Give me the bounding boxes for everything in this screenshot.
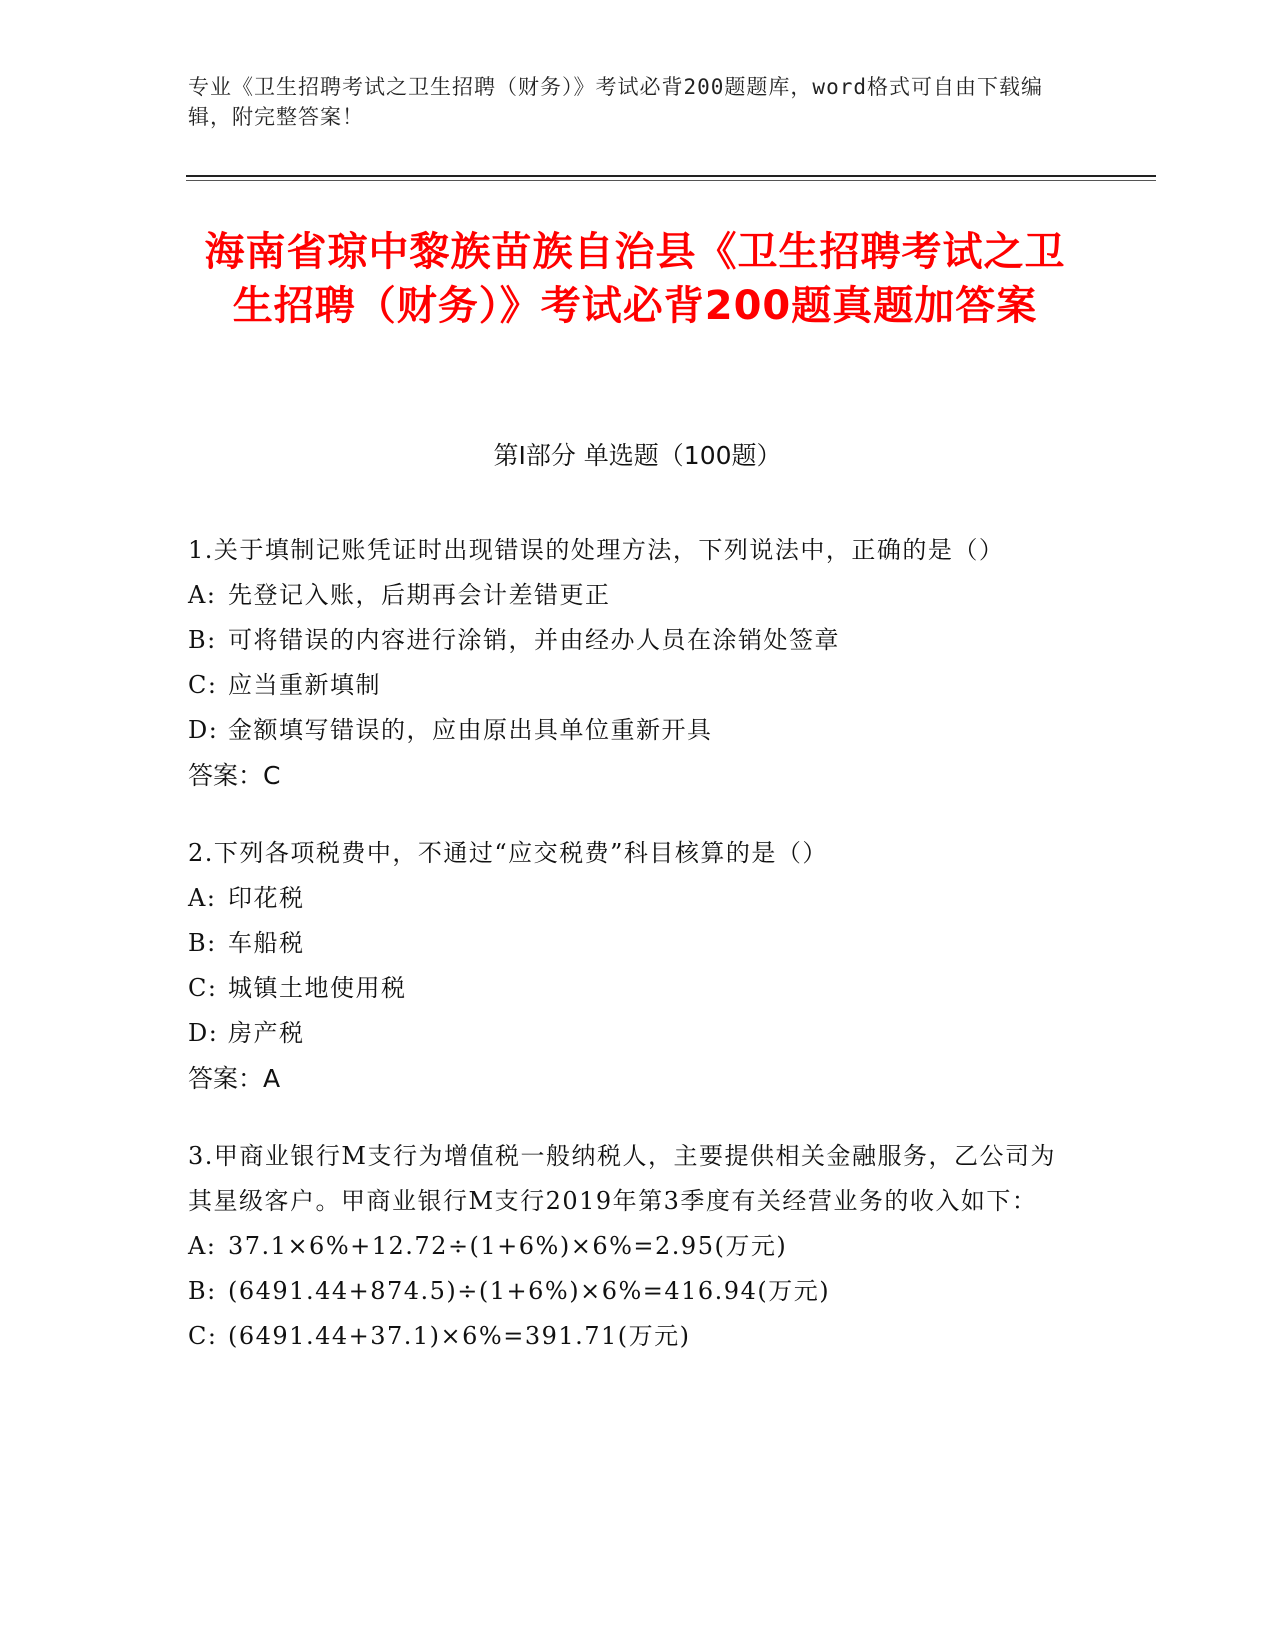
section-title: 第Ⅰ部分 单选题（100题） xyxy=(493,441,782,470)
question-stem: 1.关于填制记账凭证时出现错误的处理方法，下列说法中，正确的是（） xyxy=(188,536,1005,564)
option-letter: B: xyxy=(188,929,217,957)
answer-value: A xyxy=(263,1064,281,1093)
question-list xyxy=(188,528,1068,1392)
option-letter: A: xyxy=(188,581,217,609)
option-c xyxy=(188,1314,1068,1359)
answer-value: C xyxy=(263,761,281,790)
option-text: 应当重新填制 xyxy=(228,671,381,699)
option-letter: D: xyxy=(188,1019,219,1047)
option-text: (6491.44+37.1)×6%=391.71(万元) xyxy=(228,1322,691,1350)
option-letter: A: xyxy=(188,1232,217,1260)
option-letter: B: xyxy=(188,626,217,654)
header-rule-thick xyxy=(186,175,1156,177)
option-a xyxy=(188,1224,1068,1269)
answer-prefix: 答案： xyxy=(188,1064,264,1093)
header-note: 专业《卫生招聘考试之卫生招聘（财务）》考试必背200题题库，word格式可自由下载编辑，附完整答案！ xyxy=(188,75,1043,129)
option-b xyxy=(188,921,1068,966)
option-text: 车船税 xyxy=(228,929,305,957)
option-letter: D: xyxy=(188,716,219,744)
question-stem: 3.甲商业银行M支行为增值税一般纳税人，主要提供相关金融服务，乙公司为其星级客户。甲商业银行M支行2019年第3季度有关经营业务的收入如下： xyxy=(188,1142,1056,1215)
option-d xyxy=(188,1011,1068,1056)
question-1 xyxy=(188,528,1068,798)
option-d xyxy=(188,708,1068,753)
option-text: (6491.44+874.5)÷(1+6%)×6%=416.94(万元) xyxy=(228,1277,831,1305)
header-rule-thin xyxy=(186,180,1156,181)
answer-line xyxy=(188,753,1068,798)
option-text: 房产税 xyxy=(228,1019,305,1047)
option-text: 印花税 xyxy=(228,884,305,912)
option-a xyxy=(188,876,1068,921)
document-title: 海南省琼中黎族苗族自治县《卫生招聘考试之卫生招聘（财务）》考试必背200题真题加答案 xyxy=(204,229,1066,329)
option-text: 37.1×6%+12.72÷(1+6%)×6%=2.95(万元) xyxy=(228,1232,788,1260)
option-text: 可将错误的内容进行涂销，并由经办人员在涂销处签章 xyxy=(228,626,840,654)
option-letter: C: xyxy=(188,974,218,1002)
question-2 xyxy=(188,831,1068,1101)
option-a xyxy=(188,573,1068,618)
option-c xyxy=(188,663,1068,708)
question-3 xyxy=(188,1134,1068,1359)
question-stem: 2.下列各项税费中，不通过“应交税费”科目核算的是（） xyxy=(188,839,828,867)
option-letter: C: xyxy=(188,1322,218,1350)
option-b xyxy=(188,1269,1068,1314)
option-text: 金额填写错误的，应由原出具单位重新开具 xyxy=(228,716,713,744)
answer-prefix: 答案： xyxy=(188,761,264,790)
option-letter: B: xyxy=(188,1277,217,1305)
answer-line xyxy=(188,1056,1068,1101)
option-c xyxy=(188,966,1068,1011)
option-text: 先登记入账，后期再会计差错更正 xyxy=(228,581,611,609)
option-letter: C: xyxy=(188,671,218,699)
option-text: 城镇土地使用税 xyxy=(228,974,407,1002)
option-letter: A: xyxy=(188,884,217,912)
option-b xyxy=(188,618,1068,663)
